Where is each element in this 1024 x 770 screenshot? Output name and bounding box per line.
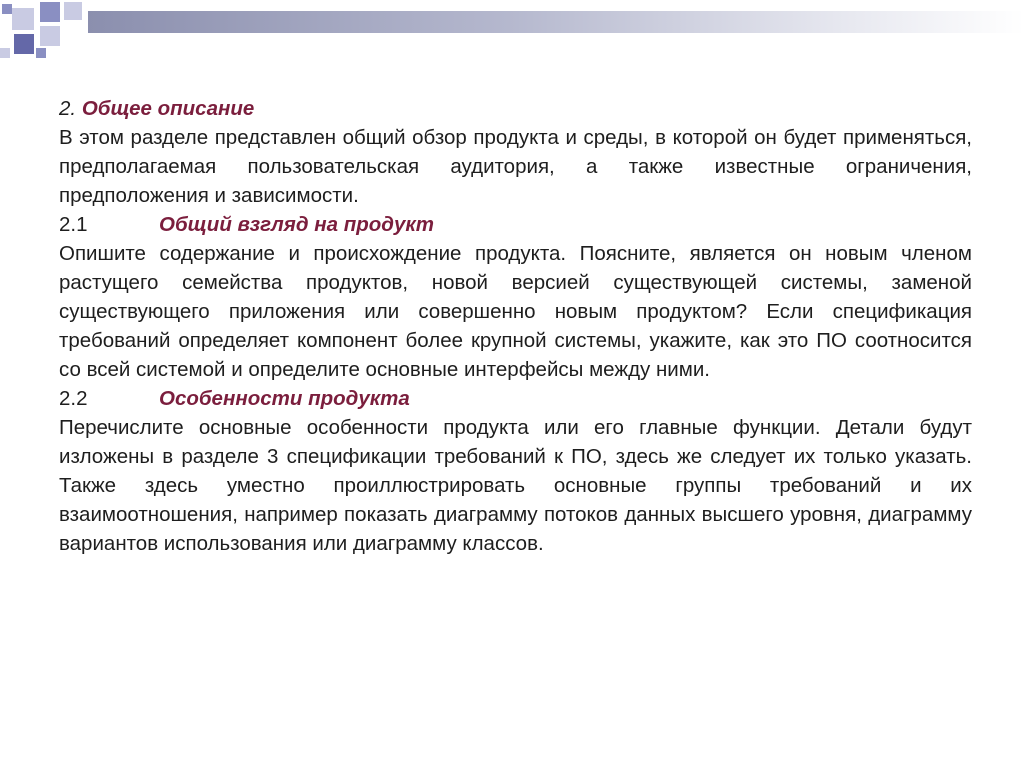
header-gradient-bar <box>88 11 1024 33</box>
subsection-number: 2.2 <box>59 387 88 410</box>
subsection-text: Опишите содержание и происхождение продукта. Поясните, является он новым членом растущего семейства продуктов, новой версией существующей системы, заменой существующего приложения или совершенно новым продуктом? Если спецификация требований определяет компонент более крупной системы, укажите, как это ПО соотносится со всей системой и определите основные интерфейсы между ними. <box>59 242 972 381</box>
decor-square <box>0 48 10 58</box>
subsection-title: Особенности продукта <box>159 387 410 410</box>
decor-square <box>40 26 60 46</box>
decor-square <box>40 2 60 22</box>
decor-square <box>64 2 82 20</box>
subsection-number: 2.1 <box>59 213 88 236</box>
subsection-title: Общий взгляд на продукт <box>159 213 434 236</box>
decor-square <box>12 8 34 30</box>
section-number: 2. <box>59 97 77 120</box>
subsection-heading <box>59 384 972 413</box>
slide-body <box>59 94 972 558</box>
decor-square <box>14 34 34 54</box>
decor-square <box>36 48 46 58</box>
decor-square <box>2 4 12 14</box>
subsection-text: Перечислите основные особенности продукта или его главные функции. Детали будут изложены в разделе 3 спецификации требований к ПО, здесь же следует их только указать. Также здесь уместно проиллюстрировать основные группы требований и их взаимоотношения, например показать диаграмму потоков данных высшего уровня, диаграмму вариантов использования или диаграмму классов. <box>59 416 972 555</box>
subsection-heading <box>59 210 972 239</box>
section-intro: В этом разделе представлен общий обзор продукта и среды, в которой он будет применяться, предполагаемая пользовательская аудитория, а также известные ограничения, предположения и зависимости. <box>59 126 972 207</box>
section-heading <box>59 94 972 123</box>
section-title: Общее описание <box>81 97 255 120</box>
